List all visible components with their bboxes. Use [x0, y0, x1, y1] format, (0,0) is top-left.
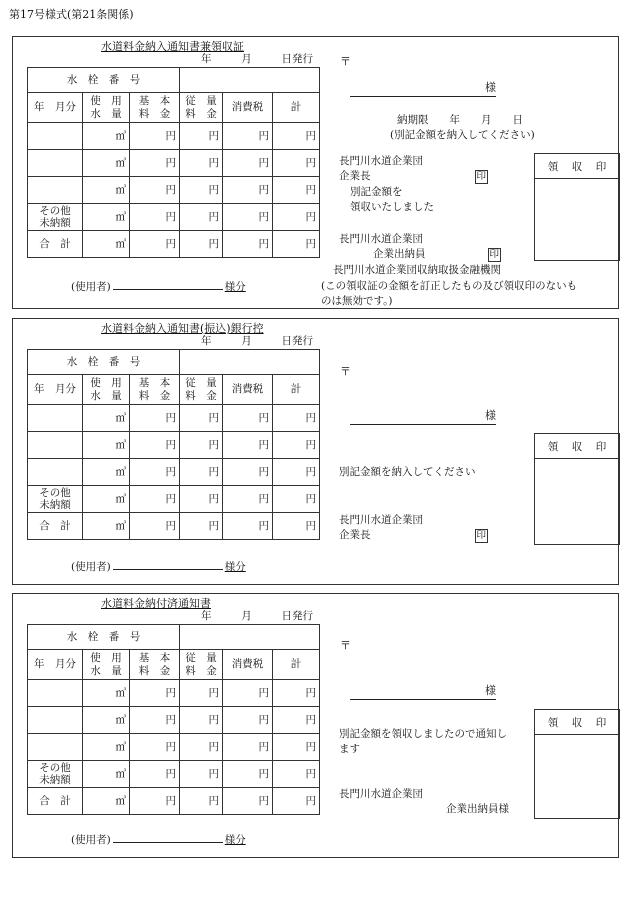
due-date: 納期限 年 月 日: [397, 114, 523, 126]
cashier: 企業出納員様: [446, 803, 509, 815]
charge-table: 水 栓 番 号 年 月分 使 用 水 量 基 本 料 金 従 量 料 金 消費税 計 ㎥ 円 円 円 円 ㎥ 円 円 円 円 ㎥ 円 円 円 円 その他 未納額 ㎥ 円 円 円 円 合 計 ㎥ 円 円 円 円: [27, 349, 320, 540]
pay-message: 別記金額を納入してください: [339, 466, 476, 478]
addressee-line[interactable]: 様: [350, 79, 496, 97]
meter-label: 水 栓 番 号: [28, 68, 180, 93]
received-message: 別記金額を領収しましたので通知し ます: [339, 728, 507, 755]
receipt-stamp-box: 領 収 印: [534, 433, 620, 545]
issuer-head: 企業長 印: [339, 170, 487, 182]
cashier: 企業出納員 印: [373, 248, 500, 260]
postal-mark: 〒: [340, 639, 351, 652]
charge-table: 水 栓 番 号 年 月分 使 用 水 量 基 本 料 金 従 量 料 金 消費税 計 ㎥ 円 円 円 円 ㎥ 円 円 円 円 ㎥ 円 円 円 円 その他 未納額 ㎥ 円 円 円 円 合 計 ㎥ 円 円 円 円: [27, 67, 320, 258]
meter-label: 水 栓 番 号: [28, 350, 180, 375]
meter-value[interactable]: [180, 350, 320, 375]
receipt-stamp-box: 領 収 印: [534, 709, 620, 819]
issuer-corp: 長門川水道企業団: [339, 155, 423, 167]
user-line: (使用者) 様分: [71, 561, 246, 573]
form-payment-notice: [12, 593, 619, 858]
issue-date: 年 月 日発行: [201, 610, 313, 622]
addressee-line[interactable]: 様: [350, 682, 496, 700]
issuer-corp: 長門川水道企業団: [339, 514, 423, 526]
issue-date: 年 月 日発行: [201, 335, 313, 347]
issuer-corp: 長門川水道企業団: [339, 788, 423, 800]
postal-mark: 〒: [340, 365, 351, 378]
form-title: 水道料金納入通知書兼領収証: [101, 40, 244, 53]
receipt-stamp-box: 領 収 印: [534, 153, 620, 261]
addressee-line[interactable]: 様: [350, 407, 496, 425]
issue-date: 年 月 日発行: [201, 53, 313, 65]
corp-2: 長門川水道企業団: [339, 233, 423, 245]
received-text: 別記金額を 領収いたしました: [350, 186, 434, 213]
bank-label: 長門川水道企業団収納取扱金融機関: [333, 264, 501, 276]
form-notice-receipt: [12, 36, 619, 309]
issuer-head: 企業長 印: [339, 529, 487, 541]
form-title: 水道料金納入通知書(振込)銀行控: [101, 322, 264, 335]
form-bank-copy: [12, 318, 619, 585]
postal-mark: 〒: [340, 55, 351, 68]
due-note: (別記金額を納入してください): [390, 129, 535, 141]
meter-value[interactable]: [180, 68, 320, 93]
user-line: (使用者) 様分: [71, 834, 246, 846]
meter-value[interactable]: [180, 625, 320, 650]
form-title: 水道料金納付済通知書: [101, 597, 211, 610]
validity-note: (この領収証の金額を訂正したもの及び領収印のないも のは無効です。): [321, 280, 578, 307]
user-line: (使用者) 様分: [71, 281, 246, 293]
meter-label: 水 栓 番 号: [28, 625, 180, 650]
form-number: 第17号様式(第21条関係): [9, 8, 134, 21]
charge-table: 水 栓 番 号 年 月分 使 用 水 量 基 本 料 金 従 量 料 金 消費税 計 ㎥ 円 円 円 円 ㎥ 円 円 円 円 ㎥ 円 円 円 円 その他 未納額 ㎥ 円 円 円 円 合 計 ㎥ 円 円 円 円: [27, 624, 320, 815]
